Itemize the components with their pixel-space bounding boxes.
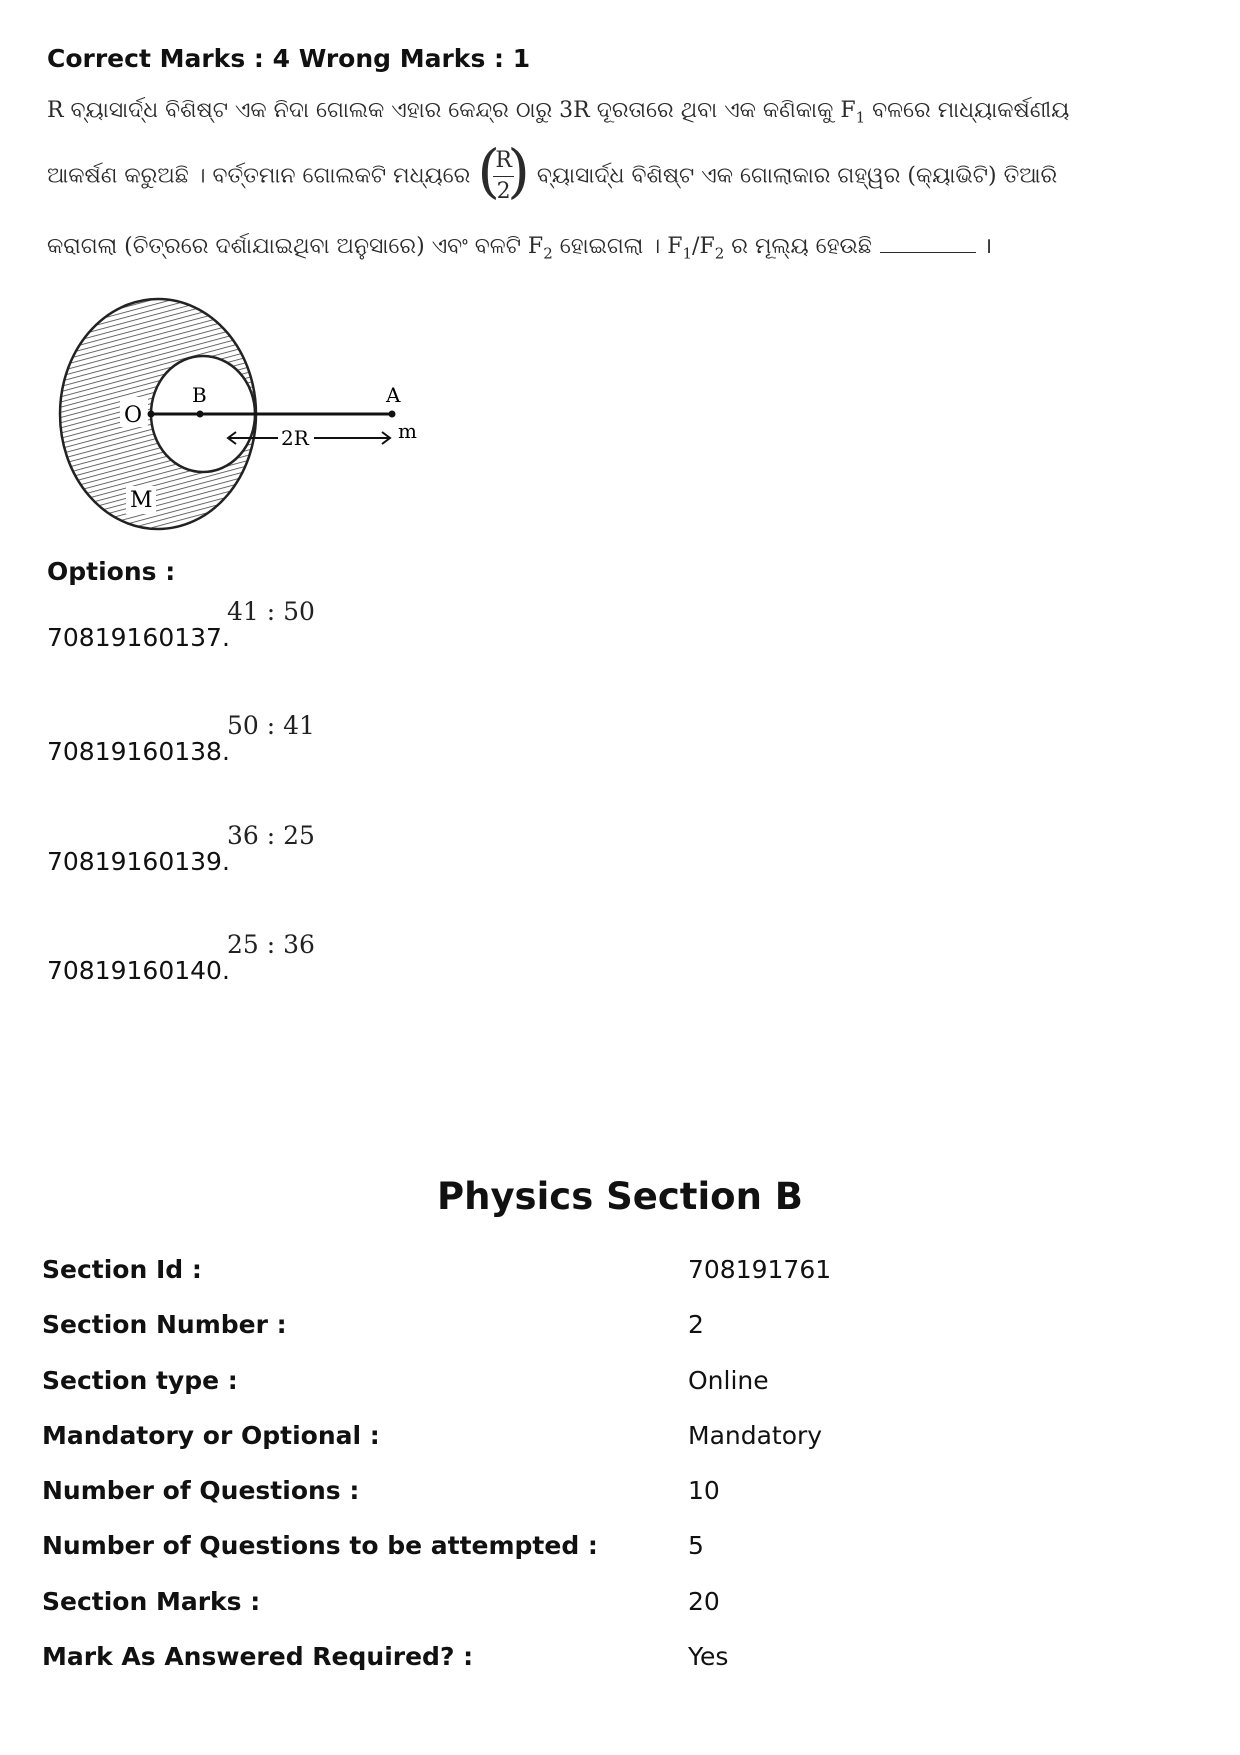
row-label: Section Id : bbox=[42, 1255, 202, 1284]
point-o bbox=[148, 411, 155, 418]
option-2[interactable] bbox=[47, 711, 315, 766]
subscript: 2 bbox=[714, 244, 725, 263]
option-id: 70819160138. bbox=[47, 737, 230, 766]
label-a: A bbox=[386, 383, 401, 407]
fraction-denominator: 2 bbox=[496, 179, 511, 204]
question-line-3-text-a: କରାଗଲା (ଚିତ୍ରରେ ଦର୍ଶାଯାଇଥିବା ଅନୁସାରେ) ଏବଂ ବଳଟି F bbox=[47, 234, 544, 259]
right-paren: ) bbox=[507, 137, 530, 205]
left-paren: ( bbox=[477, 137, 500, 205]
sphere-cavity-figure bbox=[52, 290, 432, 539]
row-label: Section Marks : bbox=[42, 1587, 261, 1616]
option-value: 36 : 25 bbox=[227, 821, 315, 850]
label-o: O bbox=[124, 403, 143, 428]
option-value: 50 : 41 bbox=[227, 711, 315, 740]
options-label: Options : bbox=[47, 557, 176, 586]
question-line-1 bbox=[47, 98, 1069, 126]
row-label: Section Number : bbox=[42, 1310, 287, 1339]
fraction-r-over-2 bbox=[477, 137, 530, 207]
row-label: Number of Questions : bbox=[42, 1476, 360, 1505]
point-b bbox=[197, 411, 204, 418]
point-a bbox=[389, 411, 396, 418]
question-line-3-end: । bbox=[983, 234, 993, 259]
row-value: 708191761 bbox=[688, 1255, 832, 1284]
row-value: Yes bbox=[688, 1642, 729, 1671]
question-line-1-text-b: ବଳରେ ମାଧ୍ୟାକର୍ଷଣୀୟ bbox=[865, 98, 1070, 123]
row-value: 5 bbox=[688, 1531, 704, 1560]
subscript: 2 bbox=[543, 244, 553, 263]
row-value: Mandatory bbox=[688, 1421, 823, 1450]
option-1[interactable] bbox=[47, 597, 315, 652]
question-line-3-text-b: ହୋଇଗଲା । F bbox=[552, 234, 683, 259]
subscript: 1 bbox=[682, 244, 693, 263]
option-value: 25 : 36 bbox=[227, 930, 315, 959]
question-line-3 bbox=[47, 230, 992, 262]
question-line-1-text-a: R ବ୍ୟାସାର୍ଦ୍ଧ ବିଶିଷ୍ଟ ଏକ ନିଦା ଗୋଲକ ଏହାର କେନ୍ଦ୍ର ଠାରୁ 3R ଦୂରତାରେ ଥିବା ଏକ କଣିକାକୁ F bbox=[47, 98, 856, 123]
option-id: 70819160137. bbox=[47, 623, 230, 652]
fraction-numerator: R bbox=[493, 146, 514, 177]
row-label: Number of Questions to be attempted : bbox=[42, 1531, 598, 1560]
label-b: B bbox=[192, 383, 207, 407]
row-label: Section type : bbox=[42, 1366, 238, 1395]
option-4[interactable] bbox=[47, 930, 315, 985]
question-line-3-text-d: ର ମୂଲ୍ୟ ହେଉଛି bbox=[724, 234, 872, 259]
option-3[interactable] bbox=[47, 821, 315, 876]
row-value: 20 bbox=[688, 1587, 720, 1616]
row-value: Online bbox=[688, 1366, 769, 1395]
row-label: Mandatory or Optional : bbox=[42, 1421, 380, 1450]
row-value: 2 bbox=[688, 1310, 704, 1339]
marks-line: Correct Marks : 4 Wrong Marks : 1 bbox=[47, 44, 531, 73]
subscript: 1 bbox=[855, 108, 866, 127]
sphere-cavity-diagram bbox=[52, 290, 432, 535]
row-value: 10 bbox=[688, 1476, 720, 1505]
label-m-mass: M bbox=[130, 488, 153, 513]
option-id: 70819160139. bbox=[47, 847, 230, 876]
label-2r: 2R bbox=[281, 426, 309, 450]
option-id: 70819160140. bbox=[47, 956, 230, 985]
option-value: 41 : 50 bbox=[227, 597, 315, 626]
question-line-2-text-b: ବ୍ୟାସାର୍ଦ୍ଧ ବିଶିଷ୍ଟ ଏକ ଗୋଲାକାର ଗହ୍ୱର (କ୍ୟାଭିଟି) ତିଆରି bbox=[536, 163, 1058, 189]
question-line-3-text-c: /F bbox=[692, 234, 715, 259]
section-title: Physics Section B bbox=[436, 1175, 803, 1218]
label-m-particle: m bbox=[398, 419, 417, 443]
question-line-2-text-a: ଆକର୍ଷଣ କରୁଅଛି । ବର୍ତ୍ତମାନ ଗୋଲକଟି ମଧ୍ୟରେ bbox=[47, 163, 471, 189]
row-label: Mark As Answered Required? : bbox=[42, 1642, 474, 1671]
question-line-2 bbox=[47, 137, 1058, 207]
answer-blank bbox=[880, 252, 976, 253]
